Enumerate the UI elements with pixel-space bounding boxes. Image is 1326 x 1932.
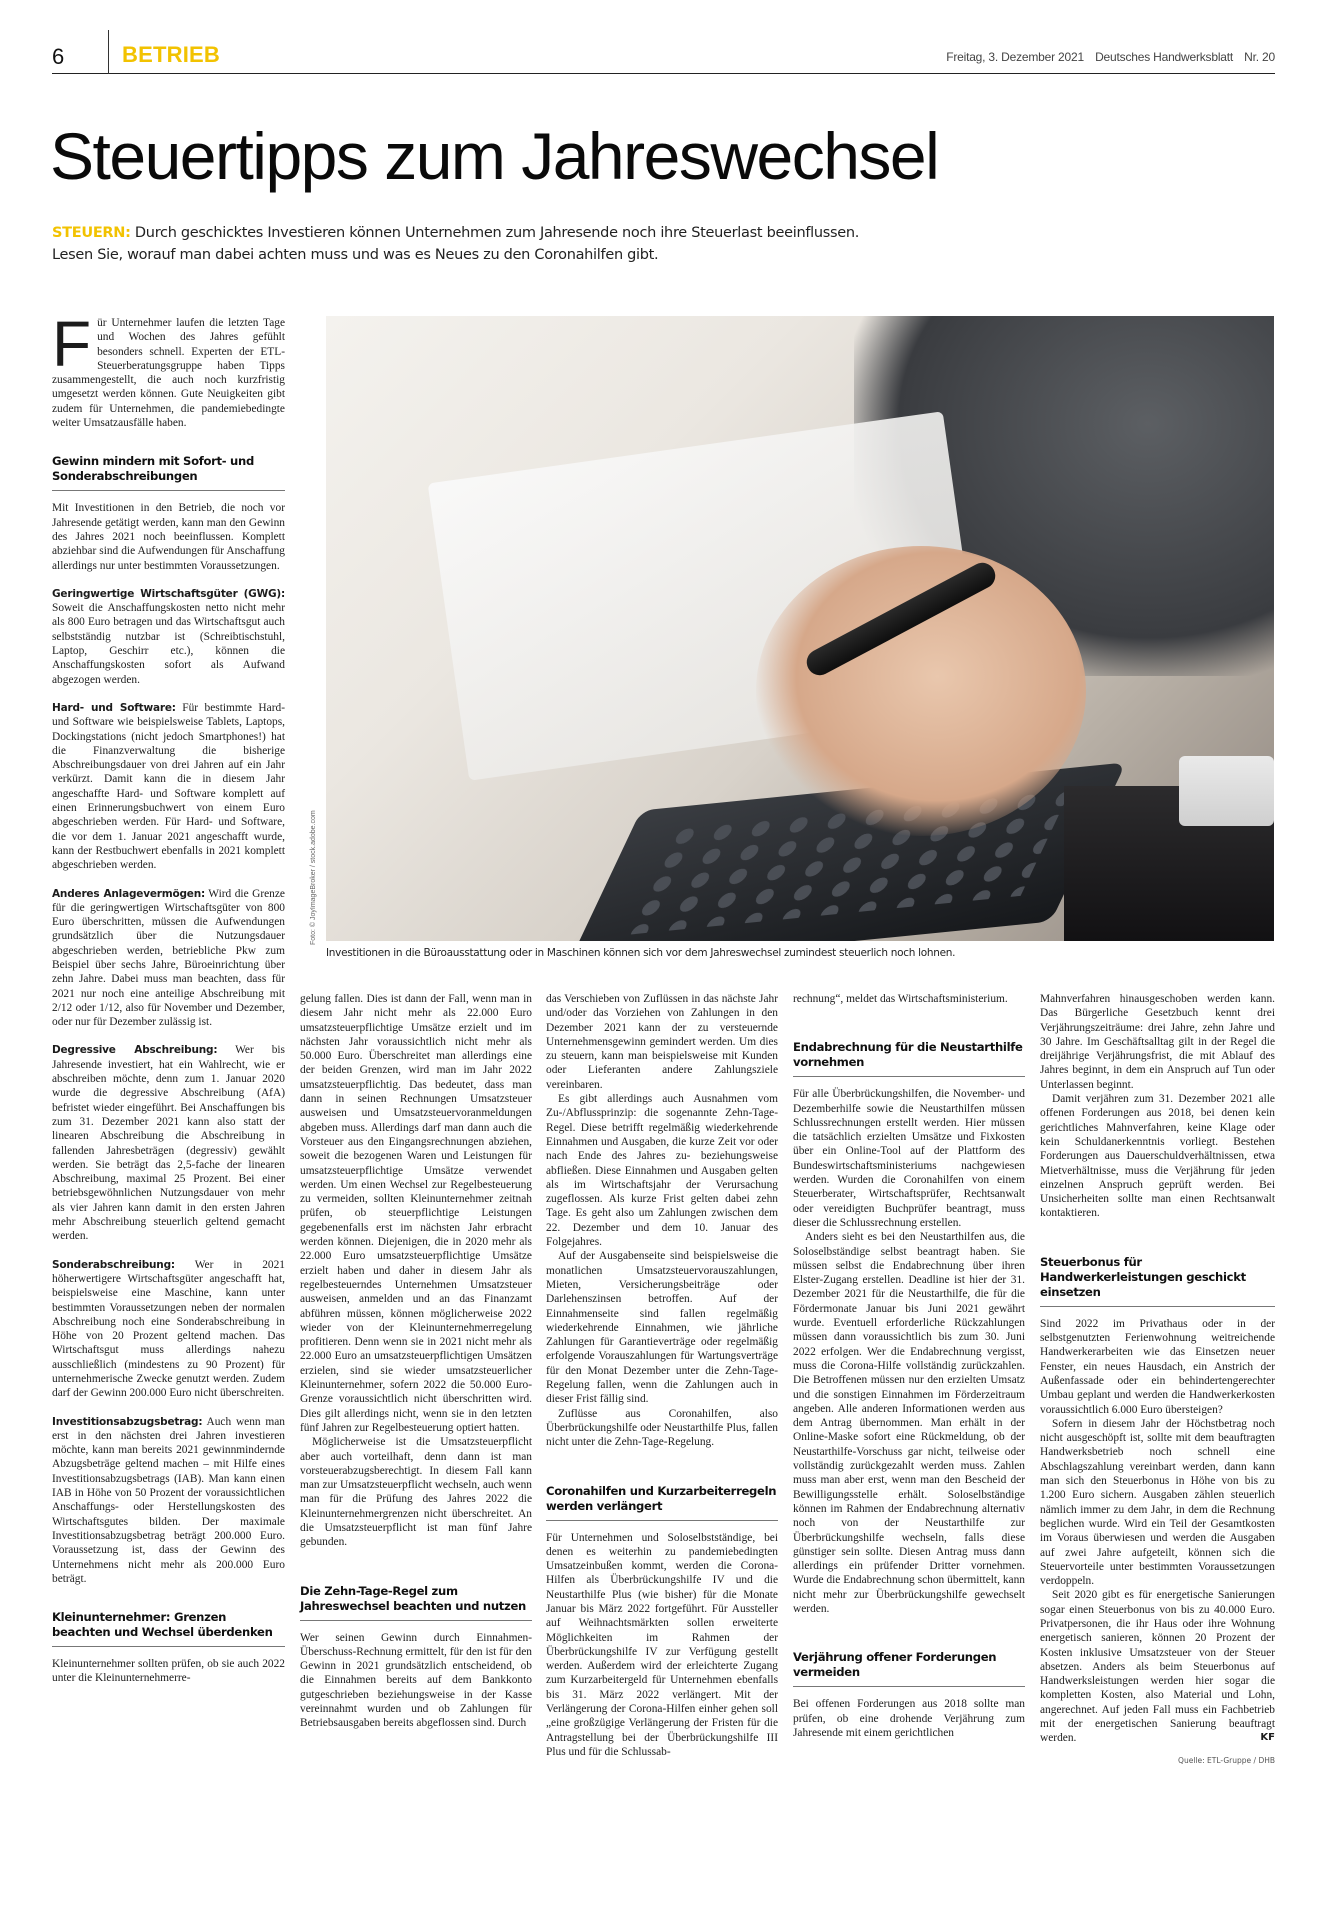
paragraph: Anderes Anlagevermögen: Wird die Grenze für die geringwertigen Wirtschaftsgüter von 800 Euro überschritten, müssen die Aufwendungen grundsätzlich über die Nutzungsdauer abgeschrieben werden, betriebliche Pkw zum Beispiel über sechs Jahre, Büroeinrichtung über zehn Jahre. Dabei muss man beachten, dass für 2021 nur noch eine anteilige Abschreibung mit 2/12 oder 1/12, also für November und Dezember, oder nur für Dezember zulässig ist. [52,887,285,1029]
article-headline: Steuertipps zum Jahreswechsel [50,119,939,193]
paragraph: Seit 2020 gibt es für energetische Sanierungen sogar einen Steuerbonus von bis zu 40.000 Euro. Privatpersonen, die ihr Haus oder ihre Wohnung energetisch sanieren, können 20 Prozent der Kosten inklusive Umsatzsteuer von der Steuer absetzen. Anders als beim Steuerbonus auf Handwerksleistungen werden hier sogar die kompletten Kosten, also Material und Lohn, angerechnet. Auf jeden Fall muss ein Fachbetrieb mit der energetischen Sanierung beauftragt werden. KF [1040,1589,1275,1745]
paragraph: Für Unternehmen und Soloselbstständige, bei denen es weiterhin zu pandemiebedingten Umsatzeinbußen kommt, werden die Corona-Hilfen als Überbrückungshilfe IV und die Neustarthilfe Plus (wie bisher) für die Monate Januar bis März 2022 fortgeführt. Für Aussteller auf Weihnachtsmärkten sollen erweiterte Möglichkeiten im Rahmen der Überbrückungshilfe IV zur Verfügung gestellt werden. Außerdem wird der erleichterte Zugang zum Kurzarbeitergeld für Unternehmen ebenfalls bis 31. März 2022 verlängert. Mit der Verlängerung der Corona-Hilfen einher gehen soll „eine großzügige Verlängerung der Fristen für die Antragstellung bei der Überbrückungshilfe III Plus und für die Schlussab- [546,1531,778,1758]
source-note: Quelle: ETL-Gruppe / DHB [1178,1755,1275,1765]
subheading: Coronahilfen und Kurzarbeiterregeln werden verlängert [546,1484,778,1521]
photo-phone-shape [1179,756,1274,826]
column-1 [52,308,285,1686]
subheading: Steuerbonus für Handwerkerleistungen geschickt einsetzen [1040,1255,1275,1307]
paragraph: Für alle Überbrückungshilfen, die November- und Dezemberhilfe sowie die Neustarthilfen müssen Schlussrechnungen erstellt werden. Hier müssen die tatsächlich erzielten Umsätze und Fixkosten über ein Online-Tool auf der Plattform des Bundeswirtschaftsministeriums nachgewiesen werden. Wurden die Coronahilfen von einem Steuerberater, Wirtschaftsprüfer, Rechtsanwalt oder vereidigten Buchprüfer beantragt, muss dieser die Schlussrechnung erstellen. [793,1088,1025,1229]
subheading: Endabrechnung für die Neustarthilfe vornehmen [793,1040,1025,1077]
author-initials: KF [1260,1732,1275,1744]
subheading: Gewinn mindern mit Sofort- und Sonderabschreibungen [52,454,285,491]
subheading: Kleinunternehmer: Grenzen beachten und Wechsel überdenken [52,1610,285,1647]
paragraph: Sonderabschreibung: Wer in 2021 höherwertigere Wirtschaftsgüter angeschafft hat, beispielsweise eine Maschine, kann unter bestimmten Voraussetzungen neben der normalen Abschreibung noch eine Sonderabschreibung in Höhe von 20 Prozent geltend machen. Das Wirtschaftsgut muss allerdings nahezu ausschließlich (mindestens zu 90 Prozent) für unternehmerische Zwecke genutzt werden. Zudem darf der Gewinn 200.000 Euro nicht überschreiten. [52,1258,285,1400]
paragraph: Anders sieht es bei den Neustarthilfen aus, die Soloselbständige selbst beantragt haben. Sie müssen selbst die Endabrechnung über ihren Elster-Zugang erstellen. Deadline ist hier der 31. Dezember 2021 für die Neustarthilfe, die für die Fördermonate Januar bis Juni 2021 gewährt wurde. Eventuell erforderliche Rückzahlungen müssen dann voraussichtlich bis zum 30. Juni 2022 erfolgen. Wer die Endabrechnung vergisst, muss die Corona-Hilfe vollständig zurückzahlen. Die Betroffenen müssen nur den erzielten Umsatz und die sonstigen Einnahmen im Förderzeitraum angeben. Alle anderen Informationen werden aus dem Antrag übernommen. Man erhält in der Online-Maske sofort eine Rückmeldung, ob der Neustarthilfe-Vorschuss gar nicht, teilweise oder vollständig zurückgezahlt werden muss. Zahlen muss man aber erst, wenn man den Bescheid der Bewilligungsstelle erhält. Soloselbständige können im Rahmen der Endabrechnung alternativ noch von der Neustarthilfe zur Überbrückungshilfe wechseln, falls diese günstiger sein sollte. Diesen Antrag muss dann allerdings ein prüfender Dritter vornehmen. Wurde die Endabrechnung schon übermittelt, kann nicht mehr zur Überbrückungshilfe gewechselt werden. [793,1231,1025,1615]
paragraph: Sind 2022 im Privathaus oder in der selbstgenutzten Ferienwohnung weitreichende Handwerkerarbeiten wie das Einsetzen neuer Fenster, ein neues Hausdach, ein Anstrich der Außenfassade oder ein behindertengerechter Umbau geplant und werden die Handwerkerkosten voraussichtlich 6.000 Euro übersteigen? [1040,1317,1275,1416]
photo-credit: Foto: © JoyImageBroker / stock.adobe.com [310,810,317,945]
article-photo [326,316,1274,941]
column-4 [793,992,1025,1740]
paragraph: Zuflüsse aus Coronahilfen, also Überbrückungshilfe oder Neustarthilfe Plus, fallen nicht unter die Zehn-Tage-Regelung. [546,1407,778,1449]
paragraph: Degressive Abschreibung: Wer bis Jahresende investiert, hat ein Wahlrecht, wie er abschreiben möchte, denn zum 1. Januar 2020 wurde die degressive Abschreibung (AfA) befristet wieder eingeführt. Bei Anschaffungen bis zum 31. Dezember 2021 kann also statt der linearen Abschreibung die Abschreibung in fallenden Jahresbeträgen (degressiv) gewählt werden. Sie beträgt das 2,5-fache der linearen Abschreibung, maximal 25 Prozent. Bei einer betriebsgewöhnlichen Nutzungsdauer von mehr als vier Jahren kann damit in den ersten Jahren mehr Abschreibung steuerlich geltend gemacht werden. [52,1044,285,1243]
subheading: Die Zehn-Tage-Regel zum Jahreswechsel beachten und nutzen [300,1584,532,1621]
paragraph: Sofern in diesem Jahr der Höchstbetrag noch nicht ausgeschöpft ist, sollte mit dem beauftragten Handwerksbetrieb noch schnell eine Abschlagszahlung vereinbart werden, dann kann man sich den Steuerbonus in Höhe von bis zu 1.200 Euro sichern. Ausgaben zählen steuerlich nämlich immer zu dem Jahr, in dem die Rechnung beglichen wurde. Wird ein Teil der Gesamtkosten im Voraus überwiesen und werden die Ausgaben auf zwei Jahre aufgeteilt, können sich die Steuervorteile unter bestimmten Voraussetzungen verdoppeln. [1040,1417,1275,1588]
publication-name: Deutsches Handwerksblatt [1095,50,1234,64]
column-5 [1040,992,1275,1768]
deck-line-1: Durch geschicktes Investieren können Unternehmen zum Jahresende noch ihre Steuerlast beeinflussen. [130,225,860,241]
photo-caption: Investitionen in die Büroausstattung oder in Maschinen können sich vor dem Jahreswechsel zumindest steuerlich noch lohnen. [326,947,956,959]
deck-line-2: Lesen Sie, worauf man dabei achten muss und was es Neues zu den Coronahilfen gibt. [52,247,659,263]
deck-kicker: STEUERN: [52,225,131,241]
paragraph: Wer seinen Gewinn durch Einnahmen-Überschuss-Rechnung ermittelt, für den ist für den Gewinn in 2021 grundsätzlich entscheidend, ob die Einnahmen bereits auf dem Bankkonto gutgeschrieben beziehungsweise in der Kasse vereinnahmt wurden und ob Zahlungen für Betriebsausgaben bereits abgeflossen sind. Durch [300,1631,532,1730]
issue-info [938,50,1275,64]
paragraph: Auf der Ausgabenseite sind beispielsweise die monatlichen Umsatzsteuervorauszahlungen, Mieten, Versicherungsbeiträge oder Darlehenszinsen betroffen. Auf der Einnahmenseite sind fallen regelmäßig wiederkehrende Einnahmen, wie jährliche Zahlungen für Garantieverträge oder regelmäßig erfolgende Vorauszahlungen für Wartungsverträge für den Monat Dezember unter die Zehn-Tage-Regelung fallen, wenn die Zahlungen auch in dieser Frist fällig sind. [546,1250,778,1406]
intro-paragraph: Für Unternehmer laufen die letzten Tage und Wochen des Jahres gefühlt besonders schnell. Experten der ETL-Steuerberatungsgruppe haben Tipps zusammengestellt, die auch noch kurzfristig umgesetzt werden können. Gute Neuigkeiten gibt zudem für Unternehmen, die pandemiebedingte weiter Umsatzausfälle haben. [52,308,285,430]
photo-hand-shape [756,546,1086,836]
article-deck [52,222,1052,266]
paragraph: Mahnverfahren hinausgeschoben werden kann. Das Bürgerliche Gesetzbuch kennt drei Verjährungszeiträume: drei Jahre, zehn Jahre und 30 Jahre. Im Geschäftsalltag gilt in der Regel die dreijährige Verjährungsfrist, die mit Ablauf des Jahres beginnt, in dem ein Anspruch auf Tun oder Unterlassen beginnt. [1040,993,1275,1091]
masthead-divider [108,30,109,74]
paragraph: Möglicherweise ist die Umsatzsteuerpflicht aber auch vorteilhaft, denn dann ist man vorsteuerabzugsberechtigt. In diesem Fall kann man zur Umsatzsteuerpflicht wechseln, auch wenn man für die Prüfung des Jahres 2022 die Kleinunternehmergrenzen nicht überschreitet. An die Umsatzsteuerpflicht ist man fünf Jahre gebunden. [300,1436,532,1549]
paragraph: Kleinunternehmer sollten prüfen, ob sie auch 2022 unter die Kleinunternehmerre- [52,1658,285,1685]
paragraph: das Verschieben von Zuflüssen in das nächste Jahr und/oder das Vorziehen von Zahlungen in den Dezember 2021 kann der zu versteuernde Unternehmensgewinn gemindert werden. Um dies zu steuern, kann man beispielsweise mit Kunden oder Lieferanten andere Zahlungsziele vereinbaren. [546,993,778,1091]
column-2 [300,992,532,1731]
paragraph: rechnung“, meldet das Wirtschaftsministerium. [793,993,1008,1005]
paragraph: Geringwertige Wirtschaftsgüter (GWG): Soweit die Anschaffungskosten netto nicht mehr als 800 Euro betragen und das Wirtschaftsgut auch selbstständig nutzbar ist (Schreibtischstuhl, Laptop, Geschirr etc.), können die Anschaffungskosten sofort als Aufwand abgezogen werden. [52,587,285,686]
paragraph: Es gibt allerdings auch Ausnahmen vom Zu-/Abflussprinzip: die sogenannte Zehn-Tage-Regel. Diese betrifft regelmäßig wiederkehrende Einnahmen und Ausgaben, die kurze Zeit vor oder nach Ende des Jahres zu- beziehungsweise abfließen. Diese Einnahmen und Ausgaben gelten als im Wirtschaftsjahr der Verursachung zugeflossen. Als kurze Frist gelten dabei zehn Tage. Es geht also um Zahlungen zwischen dem 22. Dezember und dem 10. Januar des Folgejahres. [546,1093,778,1249]
masthead [52,38,1275,74]
page-number: 6 [52,44,65,69]
paragraph: gelung fallen. Dies ist dann der Fall, wenn man in diesem Jahr nicht mehr als 22.000 Euro umsatzsteuerpflichtige Umsätze erzielt und im nächsten Jahr voraussichtlich nicht mehr als 50.000 Euro. Überschreitet man allerdings eine der beiden Grenzen, wird man im Jahr 2022 umsatzsteuerpflichtig. Das bedeutet, dass man dann in seinen Rechnungen Umsatzsteuer ausweisen und Umsatzsteuervoranmeldungen abgeben muss. Allerdings darf man dann auch die Vorsteuer aus den Eingangsrechnungen abziehen, soweit die bezogenen Waren und Leistungen für umsatzsteuerpflichtige Umsätze verwendet werden. Um einen Wechsel zur Regelbesteuerung zu vermeiden, sollten Kleinunternehmer zeitnah prüfen, ob steuerpflichtige Leistungen gegebenenfalls erst im nächsten Jahr erbracht werden können. Diejenigen, die in 2020 mehr als 22.000 Euro umsatzsteuerpflichtige Umsätze erzielt haben und daher in diesem Jahr als regelbesteuerndes Unternehmen Umsatzsteuer ausweisen, anmelden und an das Finanzamt abführen müssen, können möglicherweise 2022 wieder von der Kleinunternehmerregelung profitieren. Denn wenn sie in 2021 nicht mehr als 22.000 Euro an umsatzsteuerpflichtigen Umsätzen erzielen, sind sie wieder umsatzsteuerlicher Kleinunternehmer, sofern 2022 die 50.000 Euro-Grenze voraussichtlich nicht überschritten wird. Dies gilt allerdings nicht, wenn sie in den letzten fünf Jahren zur Regelbesteuerung optiert hatten. [300,993,532,1434]
paragraph: Investitionsabzugsbetrag: Auch wenn man erst in den nächsten drei Jahren investieren möchte, kann man bereits 2021 gewinnmindernde Abzugsbeträge geltend machen – mit Hilfe eines Investitionsabzugsbetrags (IAB). Man kann einen IAB in Höhe von 50 Prozent der voraussichtlichen Anschaffungs- oder Herstellungskosten des Wirtschaftsgutes bilden. Der maximale Investitionsabzugsbetrag beträgt 200.000 Euro. Voraussetzung ist, dass der Gewinn des Unternehmens nicht mehr als 200.000 Euro beträgt. [52,1415,285,1585]
section-label: BETRIEB [122,42,220,67]
paragraph: Mit Investitionen in den Betrieb, die noch vor Jahresende getätigt werden, kann man den Gewinn des Jahres 2021 noch beeinflussen. Komplett abziehbar sind die Aufwendungen für Anschaffung allerdings nur unter bestimmten Voraussetzungen. [52,502,285,572]
subheading: Verjährung offener Forderungen vermeiden [793,1650,1025,1687]
issue-number: Nr. 20 [1244,50,1275,64]
column-3 [546,992,778,1759]
drop-cap: F [52,308,92,380]
paragraph: Damit verjähren zum 31. Dezember 2021 alle offenen Forderungen aus 2018, bei denen kein gerichtliches Mahnverfahren, keine Klage oder kein Schuldanerkenntnis vorliegt. Bestehen Forderungen aus Dauerschuldverhältnissen, etwa Mietverhältnisse, muss die Verjährung für jeden einzelnen Anspruch geprüft werden. Bei Unsicherheiten sollte man einen Rechtsanwalt kontaktieren. [1040,1093,1275,1220]
paragraph: Hard- und Software: Für bestimmte Hard- und Software wie beispielsweise Tablets, Laptops, Dockingstations (nicht jedoch Smartphones!) hat die Finanzverwaltung die bisherige Abschreibungsdauer von drei Jahren auf ein Jahr verkürzt. Damit kann die in diesem Jahr angeschaffte Hard- und Software komplett auf einen Erinnerungsbuchwert von einem Euro abgeschrieben werden. Für Hard- und Software, die vor dem 1. Januar 2021 angeschafft wurde, kann der Restbuchwert ebenfalls in 2021 komplett abgeschrieben werden. [52,701,285,872]
paragraph: Bei offenen Forderungen aus 2018 sollte man prüfen, ob eine drohende Verjährung zum Jahresende mit einem gerichtlichen [793,1698,1025,1739]
issue-date: Freitag, 3. Dezember 2021 [946,50,1084,64]
